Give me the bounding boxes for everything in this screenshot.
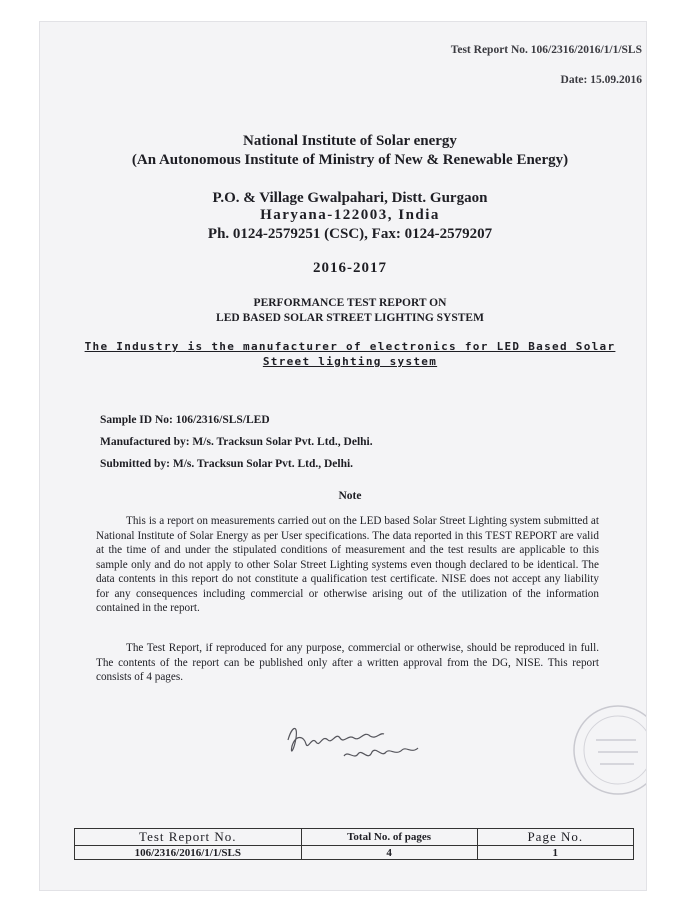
report-title-line-1: PERFORMANCE TEST REPORT ON: [253, 297, 447, 309]
institute-stamp: [556, 690, 646, 810]
note-paragraph-2: The Test Report, if reproduced for any purpose, commercial or otherwise, should be reproduced in full. The contents of the report can be published only after a written approval from the DG, NISE. This report consists of 4 pages.: [96, 642, 599, 683]
footer-header-total-pages: Total No. of pages: [301, 829, 477, 846]
footer-header-row: [75, 829, 634, 846]
contact-line: Ph. 0124-2579251 (CSC), Fax: 0124-2579207: [207, 226, 493, 242]
industry-statement-line-1: The Industry is the manufacturer of electronics for LED Based Solar: [84, 340, 616, 353]
footer-total-pages: 4: [301, 846, 477, 860]
address-line-1: P.O. & Village Gwalpahari, Distt. Gurgaon: [212, 190, 488, 206]
note-heading: Note: [338, 490, 362, 502]
industry-statement-line-2: Street lighting system: [262, 355, 438, 368]
report-date: Date: 15.09.2016: [560, 74, 642, 86]
institute-subtitle: (An Autonomous Institute of Ministry of New & Renewable Energy): [131, 152, 569, 168]
footer-value-row: [75, 846, 634, 860]
submitted-by: Submitted by: M/s. Tracksun Solar Pvt. Ltd., Delhi.: [100, 458, 354, 470]
handwritten-signature: [284, 716, 444, 772]
sample-id: Sample ID No: 106/2316/SLS/LED: [100, 414, 270, 426]
address-line-2: Haryana-122003, India: [260, 207, 440, 223]
session-year: 2016-2017: [313, 260, 387, 276]
note-paragraph-1: This is a report on measurements carried out on the LED based Solar Street Lighting system submitted at National Institute of Solar Energy as per User specifications. The data reported in this TEST REPORT are valid at the time of and under the stipulated conditions of measurement and the test results are applicable to this sample only and do not apply to other Solar Street Lighting systems even though declared to be identical. The data contents in this report do not constitute a qualification test certificate. NISE does not accept any liability for any consequences including commercial or otherwise arising out of the utilization of the information contained in the report.: [96, 515, 599, 614]
footer-header-report-no: Test Report No.: [75, 829, 302, 846]
footer-report-no: 106/2316/2016/1/1/SLS: [75, 846, 302, 860]
footer-header-page-no: Page No.: [477, 829, 633, 846]
report-title-line-2: LED BASED SOLAR STREET LIGHTING SYSTEM: [216, 312, 484, 324]
footer-page-no: 1: [477, 846, 633, 860]
report-footer-table: [74, 828, 634, 860]
manufactured-by: Manufactured by: M/s. Tracksun Solar Pvt. Ltd., Delhi.: [100, 436, 373, 448]
institute-name: National Institute of Solar energy: [243, 133, 457, 149]
report-number-header: Test Report No. 106/2316/2016/1/1/SLS: [450, 44, 642, 56]
